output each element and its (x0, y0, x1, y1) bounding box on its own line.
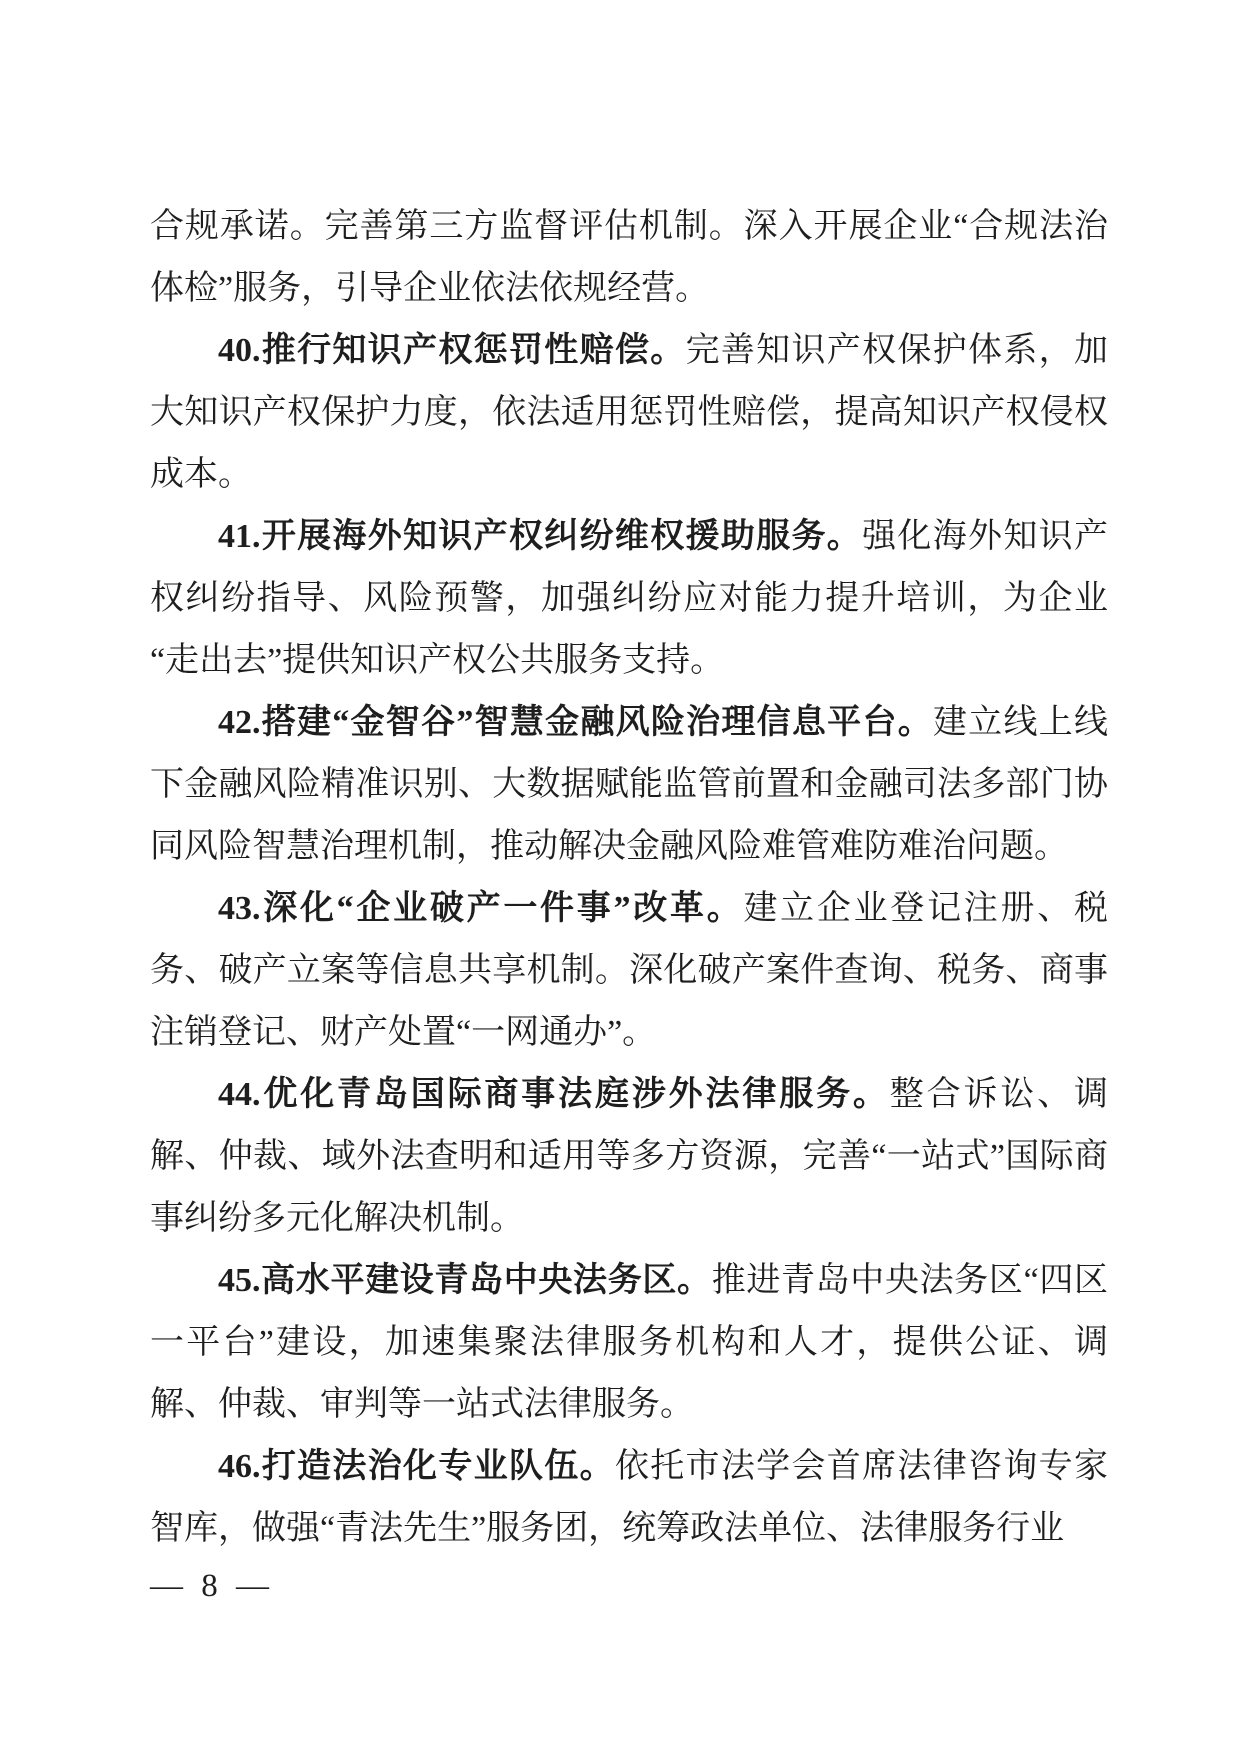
page-footer (150, 1566, 271, 1606)
item-43-body: 建立企业登记注册、税务、破产立案等信息共享机制。深化破产案件查询、税务、商事注销登记、财产处置“一网通办”。 (150, 890, 1108, 1051)
paragraph-item-41 (150, 506, 1108, 692)
item-46-body: 依托市法学会首席法律咨询专家智库，做强“青法先生”服务团，统筹政法单位、法律服务行业 (150, 1448, 1108, 1547)
paragraph-item-42 (150, 692, 1108, 878)
paragraph-item-43 (150, 878, 1108, 1064)
item-45-heading: 45.高水平建设青岛中央法务区。 (218, 1262, 712, 1299)
paragraph-continuation: 合规承诺。完善第三方监督评估机制。深入开展企业“合规法治体检”服务，引导企业依法依规经营。 (150, 208, 1108, 307)
paragraph-item-40 (150, 320, 1108, 506)
item-42-heading: 42.搭建“金智谷”智慧金融风险治理信息平台。 (218, 704, 933, 741)
document-content (150, 196, 1108, 1560)
paragraph-item-44 (150, 1064, 1108, 1250)
item-44-body: 整合诉讼、调解、仲裁、域外法查明和适用等多方资源，完善“一站式”国际商事纠纷多元化解决机制。 (150, 1076, 1109, 1237)
paragraph-item-45 (150, 1250, 1108, 1436)
item-40-body: 完善知识产权保护体系，加大知识产权保护力度，依法适用惩罚性赔偿，提高知识产权侵权成本。 (150, 332, 1108, 493)
paragraph-item-46 (150, 1436, 1108, 1560)
item-42-body: 建立线上线下金融风险精准识别、大数据赋能监管前置和金融司法多部门协同风险智慧治理机制，推动解决金融风险难管难防难治问题。 (150, 704, 1109, 865)
item-41-body: 强化海外知识产权纠纷指导、风险预警，加强纠纷应对能力提升培训，为企业“走出去”提供知识产权公共服务支持。 (150, 518, 1108, 679)
item-40-heading: 40.推行知识产权惩罚性赔偿。 (218, 332, 686, 369)
page-number: — 8 — (150, 1568, 271, 1604)
item-46-heading: 46.打造法治化专业队伍。 (218, 1448, 615, 1485)
item-45-body: 推进青岛中央法务区“四区一平台”建设，加速集聚法律服务机构和人才，提供公证、调解、仲裁、审判等一站式法律服务。 (150, 1262, 1108, 1423)
item-44-heading: 44.优化青岛国际商事法庭涉外法律服务。 (218, 1076, 890, 1113)
item-41-heading: 41.开展海外知识产权纠纷维权援助服务。 (218, 518, 863, 555)
item-43-heading: 43.深化“企业破产一件事”改革。 (218, 890, 744, 927)
